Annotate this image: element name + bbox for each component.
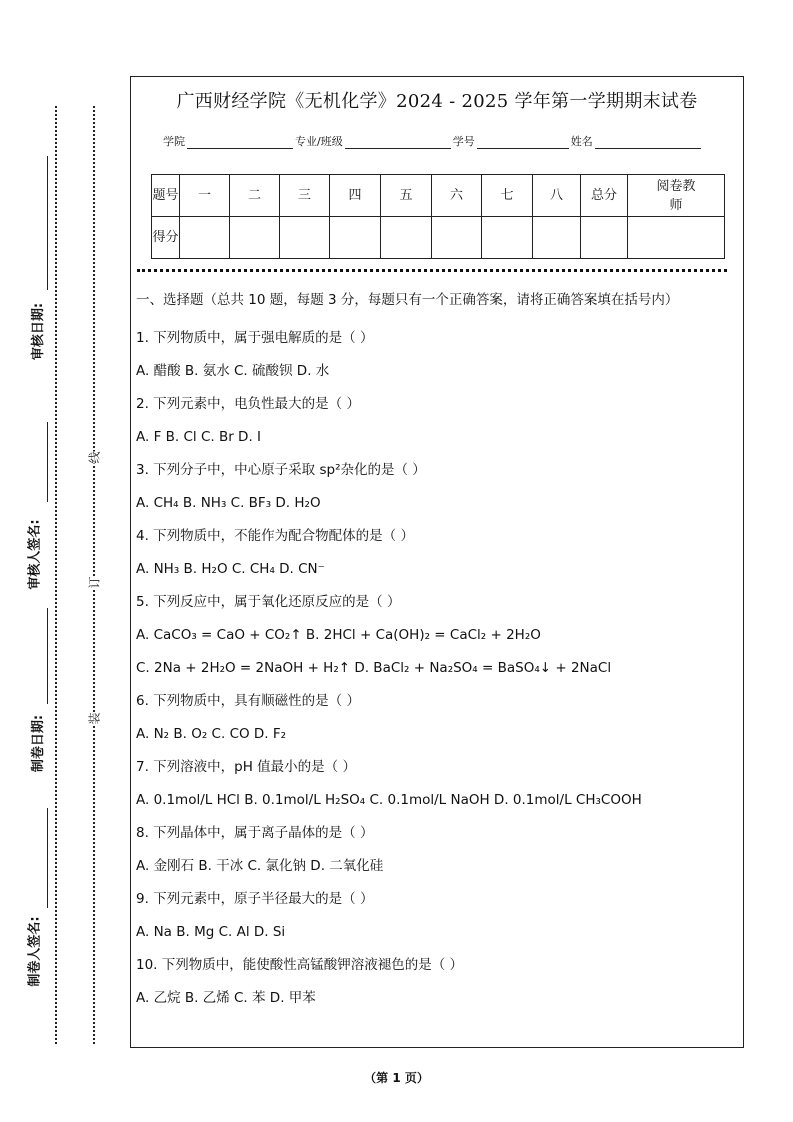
reviewer-sign-label: 审核人签名:: [27, 519, 43, 590]
score-cell-8[interactable]: [533, 217, 581, 259]
score-header-1: 一: [180, 175, 230, 217]
maker-date-label: 制卷日期:: [31, 714, 47, 773]
score-table: [151, 174, 725, 259]
question-6: 6. 下列物质中，具有顺磁性的是（ ）: [136, 693, 360, 709]
question-3: 3. 下列分子中，中心原子采取 sp²杂化的是（ ）: [136, 462, 426, 478]
score-cell-3[interactable]: [280, 217, 330, 259]
score-row-label: 得分: [152, 217, 180, 259]
maker-date-underline: [47, 608, 48, 704]
question-5-options-cd: C. 2Na + 2H₂O = 2NaOH + H₂↑ D. BaCl₂ + Na₂SO₄ = BaSO₄↓ + 2NaCl: [136, 660, 612, 676]
binding-mark-seal: 装: [84, 712, 105, 724]
field-label-student-id: 学号: [452, 135, 475, 148]
score-cell-2[interactable]: [230, 217, 280, 259]
question-3-options: A. CH₄ B. NH₃ C. BF₃ D. H₂O: [136, 495, 321, 511]
score-cell-6[interactable]: [432, 217, 482, 259]
question-4-options: A. NH₃ B. H₂O C. CH₄ D. CN⁻: [136, 561, 325, 577]
question-9: 9. 下列元素中，原子半径最大的是（ ）: [136, 891, 374, 907]
question-2: 2. 下列元素中，电负性最大的是（ ）: [136, 396, 360, 412]
score-cell-1[interactable]: [180, 217, 230, 259]
question-6-options: A. N₂ B. O₂ C. CO D. F₂: [136, 726, 287, 742]
score-cell-4[interactable]: [330, 217, 381, 259]
score-cell-5[interactable]: [381, 217, 432, 259]
score-header-total: 总分: [581, 175, 628, 217]
reviewer-date-underline: [47, 156, 48, 290]
reviewer-sign-underline: [47, 422, 48, 502]
question-1: 1. 下列物质中，属于强电解质的是（ ）: [136, 330, 374, 346]
header-divider: [137, 269, 727, 272]
score-header-8: 八: [533, 175, 581, 217]
score-header-7: 七: [482, 175, 533, 217]
question-9-options: A. Na B. Mg C. Al D. Si: [136, 924, 286, 940]
question-7-options: A. 0.1mol/L HCl B. 0.1mol/L H₂SO₄ C. 0.1mol/L NaOH D. 0.1mol/L CH₃COOH: [136, 792, 642, 808]
score-cell-grader[interactable]: [628, 217, 725, 259]
score-header-grader: 阅卷教师: [628, 175, 725, 217]
question-10: 10. 下列物质中，能使酸性高锰酸钾溶液褪色的是（ ）: [136, 957, 464, 973]
section-choice: [136, 289, 736, 1015]
question-10-options: A. 乙烷 B. 乙烯 C. 苯 D. 甲苯: [136, 990, 316, 1006]
maker-sign-underline: [47, 808, 48, 908]
exam-frame: [130, 76, 744, 1048]
exam-title: 广西财经学院《无机化学》2024 - 2025 学年第一学期期末试卷: [176, 91, 698, 112]
score-header-6: 六: [432, 175, 482, 217]
score-header-5: 五: [381, 175, 432, 217]
student-id-blank[interactable]: [477, 136, 569, 149]
score-cell-total[interactable]: [581, 217, 628, 259]
field-label-name: 姓名: [570, 135, 593, 148]
reviewer-date-label: 审核日期:: [31, 302, 47, 361]
score-header-label: 题号: [152, 175, 180, 217]
binding-mark-bind: 订: [84, 576, 105, 588]
question-5-options-ab: A. CaCO₃ = CaO + CO₂↑ B. 2HCl + Ca(OH)₂ = CaCl₂ + 2H₂O: [136, 627, 541, 643]
question-1-options: A. 醋酸 B. 氨水 C. 硫酸钡 D. 水: [136, 363, 330, 379]
binding-dotted-line-outer: [55, 106, 57, 1044]
question-2-options: A. F B. Cl C. Br D. I: [136, 429, 262, 445]
field-label-major-class: 专业/班级: [295, 135, 343, 148]
maker-sign-label: 制卷人签名:: [27, 916, 43, 987]
college-blank[interactable]: [187, 136, 293, 149]
score-header-4: 四: [330, 175, 381, 217]
section-heading: 一、选择题（总共 10 题，每题 3 分，每题只有一个正确答案，请将正确答案填在括号内）: [136, 292, 679, 308]
score-cell-7[interactable]: [482, 217, 533, 259]
question-8: 8. 下列晶体中，属于离子晶体的是（ ）: [136, 825, 374, 841]
binding-mark-line: 线: [84, 451, 105, 463]
field-label-college: 学院: [163, 135, 185, 148]
question-4: 4. 下列物质中，不能作为配合物配体的是（ ）: [136, 528, 414, 544]
page-number: （第 1 页）: [364, 1071, 429, 1085]
question-7: 7. 下列溶液中，pH 值最小的是（ ）: [136, 759, 356, 775]
binding-dotted-line-inner: [93, 106, 95, 1044]
major-class-blank[interactable]: [345, 136, 451, 149]
question-5: 5. 下列反应中，属于氧化还原反应的是（ ）: [136, 594, 401, 610]
score-header-3: 三: [280, 175, 330, 217]
score-header-2: 二: [230, 175, 280, 217]
name-blank[interactable]: [595, 136, 701, 149]
question-8-options: A. 金刚石 B. 干冰 C. 氯化钠 D. 二氧化硅: [136, 858, 384, 874]
student-info-row: [163, 133, 703, 149]
